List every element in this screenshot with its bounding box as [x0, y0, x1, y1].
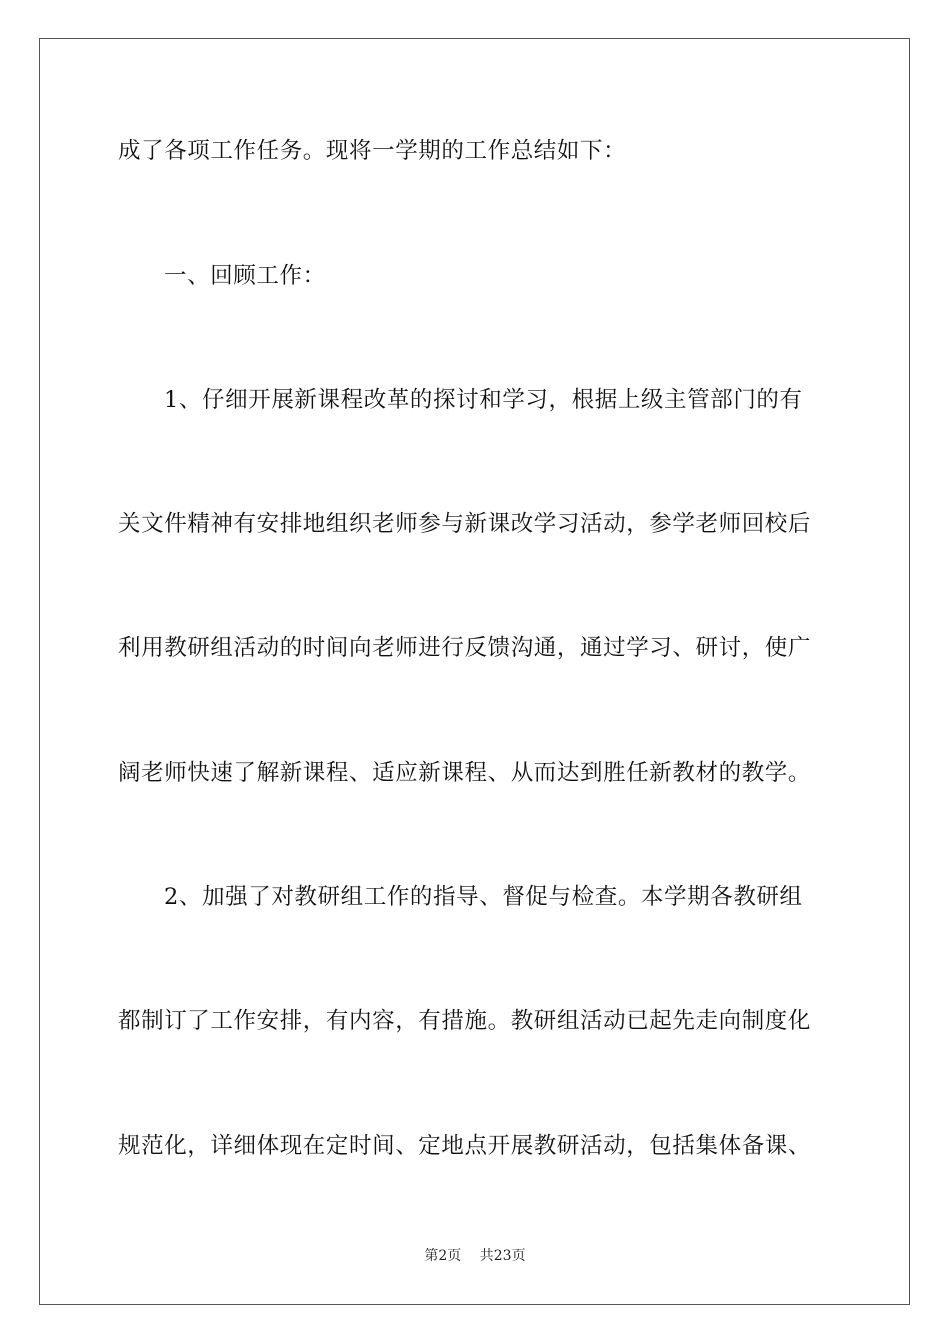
body-line: 利用教研组活动的时间向老师进行反馈沟通，通过学习、研讨，使广 — [118, 635, 812, 661]
body-line: 关文件精神有安排地组织老师参与新课改学习活动，参学老师回校后 — [118, 511, 812, 537]
page-total: 共23页 — [479, 1248, 526, 1264]
body-line: 成了各项工作任务。现将一学期的工作总结如下： — [118, 138, 627, 164]
body-line: 规范化，详细体现在定时间、定地点开展教研活动，包括集体备课、 — [118, 1133, 812, 1159]
body-line: 2、加强了对教研组工作的指导、督促与检查。本学期各教研组 — [164, 884, 803, 910]
body-line: 阔老师快速了解新课程、适应新课程、从而达到胜任新教材的教学。 — [118, 760, 812, 786]
section-heading: 一、回顾工作： — [164, 263, 326, 289]
page-border — [39, 38, 910, 1305]
body-line: 1、仔细开展新课程改革的探讨和学习，根据上级主管部门的有 — [164, 387, 803, 413]
page-footer — [0, 1247, 950, 1265]
page-number: 第2页 — [424, 1248, 462, 1264]
body-line: 都制订了工作安排，有内容，有措施。教研组活动已起先走向制度化 — [118, 1008, 812, 1034]
